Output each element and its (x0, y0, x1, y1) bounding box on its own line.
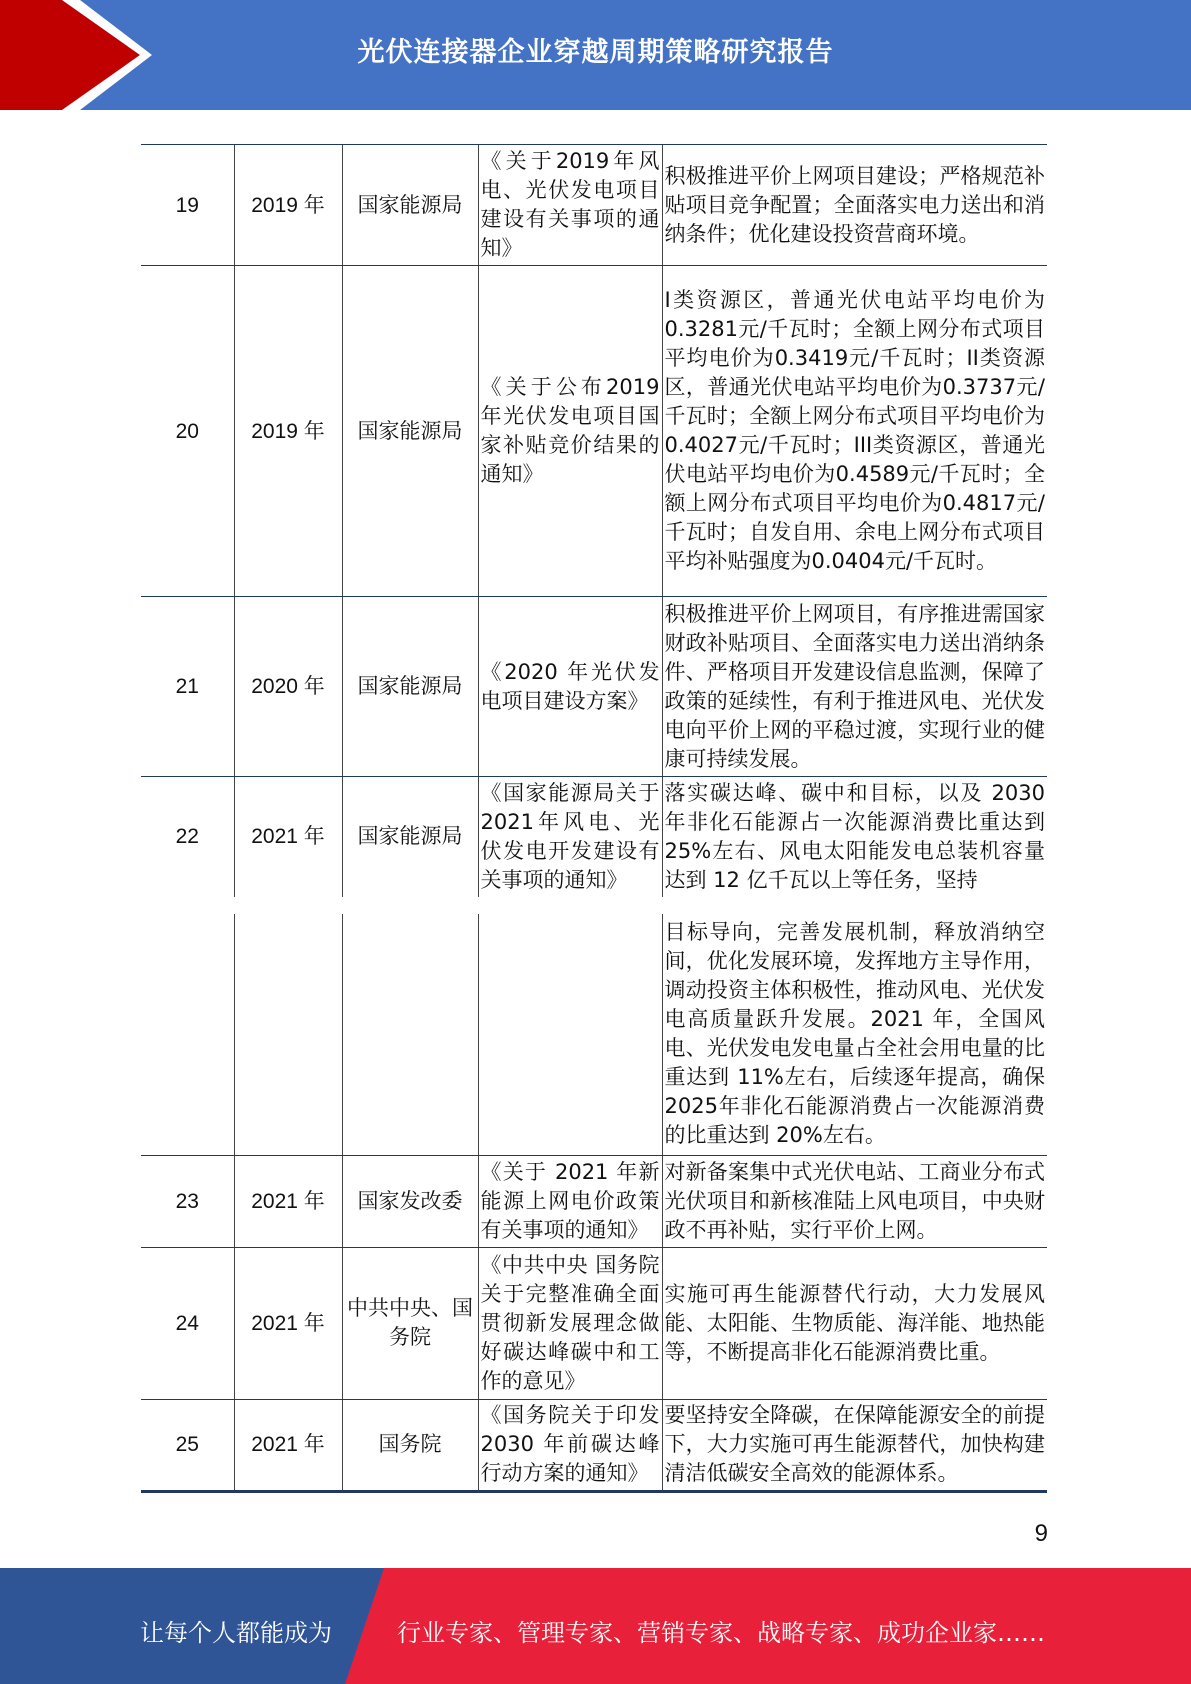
row-description: 积极推进平价上网项目，有序推进需国家财政补贴项目、全面落实电力送出消纳条件、严格项目开发建设信息监测，保障了政策的延续性，有利于推进风电、光伏发电向平价上网的平稳过渡，实现行业的健康可持续发展。 (662, 597, 1047, 777)
row-description: 实施可再生能源替代行动，大力发展风能、太阳能、生物质能、海洋能、地热能等，不断提高非化石能源消费比重。 (662, 1247, 1047, 1399)
row-organization: 国家发改委 (342, 1155, 478, 1247)
row-number: 25 (141, 1399, 234, 1491)
row-description: 要坚持安全降碳，在保障能源安全的前提下，大力实施可再生能源替代，加快构建清洁低碳安全高效的能源体系。 (662, 1399, 1047, 1491)
row-document: 《国务院关于印发2030 年前碳达峰行动方案的通知》 (478, 1399, 662, 1491)
row-number: 20 (141, 266, 234, 597)
row-number: 23 (141, 1155, 234, 1247)
row-year (234, 914, 342, 1155)
row-document: 《关于2019年风电、光伏发电项目建设有关事项的通知》 (478, 145, 662, 266)
report-header (0, 0, 1191, 110)
row-organization (342, 914, 478, 1155)
row-year: 2021 年 (234, 777, 342, 897)
row-year: 2021 年 (234, 1399, 342, 1491)
table-row (141, 1155, 1047, 1247)
row-description: 积极推进平价上网项目建设；严格规范补贴项目竞争配置；全面落实电力送出和消纳条件；优化建设投资营商环境。 (662, 145, 1047, 266)
row-document: 《2020 年光伏发电项目建设方案》 (478, 597, 662, 777)
row-year: 2019 年 (234, 266, 342, 597)
row-document: 《国家能源局关于2021年风电、光伏发电开发建设有关事项的通知》 (478, 777, 662, 897)
row-document: 《中共中央 国务院关于完整准确全面贯彻新发展理念做好碳达峰碳中和工作的意见》 (478, 1247, 662, 1399)
policy-table-part-1 (141, 144, 1047, 897)
row-organization: 国家能源局 (342, 777, 478, 897)
row-organization: 国家能源局 (342, 597, 478, 777)
table-row (141, 597, 1047, 777)
footer-slogan-left: 让每个人都能成为 (140, 1619, 332, 1647)
row-number: 19 (141, 145, 234, 266)
row-number: 21 (141, 597, 234, 777)
table-row (141, 1399, 1047, 1491)
row-description: 目标导向，完善发展机制，释放消纳空间，优化发展环境，发挥地方主导作用，调动投资主体积极性，推动风电、光伏发电高质量跃升发展。2021 年，全国风电、光伏发电发电量占全社会用电量的比重达到 11%左右，后续逐年提高，确保2025年非化石能源消费占一次能源消费的比重达到 20%左右。 (662, 914, 1047, 1155)
policy-table-part-2 (141, 914, 1047, 1493)
row-number (141, 914, 234, 1155)
row-description: 落实碳达峰、碳中和目标，以及 2030 年非化石能源占一次能源消费比重达到 25%左右、风电太阳能发电总装机容量达到 12 亿千瓦以上等任务，坚持 (662, 777, 1047, 897)
row-number: 22 (141, 777, 234, 897)
row-number: 24 (141, 1247, 234, 1399)
table-row-continuation (141, 914, 1047, 1155)
report-title: 光伏连接器企业穿越周期策略研究报告 (357, 37, 834, 68)
row-description: 对新备案集中式光伏电站、工商业分布式光伏项目和新核准陆上风电项目，中央财政不再补贴，实行平价上网。 (662, 1155, 1047, 1247)
table-row (141, 145, 1047, 266)
row-description: I类资源区，普通光伏电站平均电价为0.3281元/千瓦时；全额上网分布式项目平均电价为0.3419元/千瓦时；II类资源区，普通光伏电站平均电价为0.3737元/千瓦时；全额上网分布式项目平均电价为0.4027元/千瓦时；III类资源区，普通光伏电站平均电价为0.4589元/千瓦时；全额上网分布式项目平均电价为0.4817元/千瓦时；自发自用、余电上网分布式项目平均补贴强度为0.0404元/千瓦时。 (662, 266, 1047, 597)
row-organization: 国务院 (342, 1399, 478, 1491)
row-organization: 中共中央、国务院 (342, 1247, 478, 1399)
row-year: 2021 年 (234, 1155, 342, 1247)
row-organization: 国家能源局 (342, 266, 478, 597)
row-year: 2020 年 (234, 597, 342, 777)
row-year: 2021 年 (234, 1247, 342, 1399)
footer-slogan-right: 行业专家、管理专家、营销专家、战略专家、成功企业家…… (397, 1619, 1045, 1647)
row-organization: 国家能源局 (342, 145, 478, 266)
row-document: 《关于 2021 年新能源上网电价政策有关事项的通知》 (478, 1155, 662, 1247)
row-year: 2019 年 (234, 145, 342, 266)
row-document: 《关于公布2019年光伏发电项目国家补贴竞价结果的通知》 (478, 266, 662, 597)
table-row (141, 1247, 1047, 1399)
row-document (478, 914, 662, 1155)
page-number: 9 (1034, 1520, 1048, 1547)
table-row (141, 266, 1047, 597)
table-row (141, 777, 1047, 897)
